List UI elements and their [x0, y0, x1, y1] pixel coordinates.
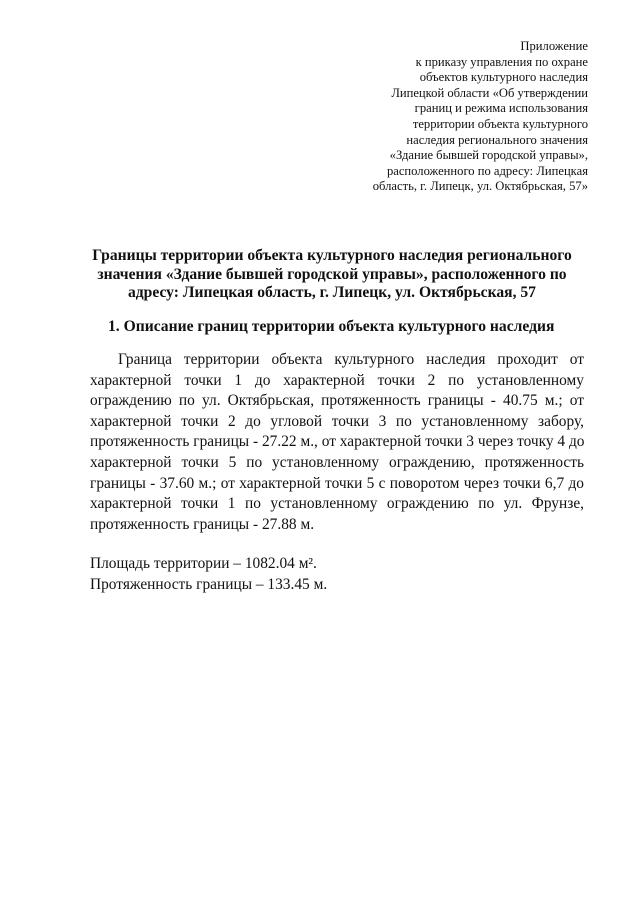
- paragraph-line: протяженность границы - 27.88 м.: [90, 515, 315, 533]
- area-value: Площадь территории – 1082.04 м².: [90, 555, 317, 572]
- paragraph-line: границы - 37.60 м.; от характерной точки 5 с поворотом через точки 6,7 до: [90, 474, 584, 492]
- paragraph-line: протяженность границы - 27.22 м., от характерной точки 3 через точку 4 до: [90, 433, 584, 451]
- section-heading: 1. Описание границ территории объекта культурного наследия: [108, 318, 555, 335]
- title-line: значения «Здание бывшей городской управы», расположенного по: [97, 265, 567, 283]
- appendix-line: «Здание бывшей городской управы»,: [389, 148, 588, 163]
- appendix-line: к приказу управления по охране: [415, 54, 588, 69]
- title-line: Границы территории объекта культурного наследия регионального: [92, 247, 572, 264]
- paragraph-line: Граница территории объекта культурного наследия проходит от: [118, 351, 584, 368]
- appendix-line: Приложение: [520, 39, 588, 53]
- appendix-line: область, г. Липецк, ул. Октябрьская, 57»: [372, 179, 588, 194]
- document-title: [82, 247, 582, 303]
- appendix-line: наследия регионального значения: [406, 132, 588, 147]
- perimeter-value: Протяженность границы – 133.45 м.: [90, 575, 328, 593]
- appendix-line: Липецкой области «Об утверждении: [391, 85, 588, 100]
- paragraph-line: характерной точки 1 до характерной точки 2 по установленному: [90, 371, 584, 389]
- appendix-line: расположенного по адресу: Липецкая: [386, 163, 588, 178]
- appendix-line: объектов культурного наследия: [419, 70, 588, 85]
- paragraph-line: характерной точки 1 по установленному ограждению по ул. Фрунзе,: [90, 495, 584, 513]
- paragraph-line: характерной точки 5 по установленному ограждению, протяженность: [90, 453, 584, 471]
- boundary-description-paragraph: [90, 350, 584, 535]
- appendix-block: [328, 39, 588, 195]
- appendix-line: границ и режима использования: [414, 101, 588, 116]
- paragraph-line: ограждению по ул. Октябрьская, протяженность границы - 40.75 м.; от: [90, 392, 584, 410]
- title-line: адресу: Липецкая область, г. Липецк, ул. Октябрьская, 57: [128, 284, 536, 302]
- appendix-line: территории объекта культурного: [412, 116, 588, 131]
- paragraph-line: характерной точки 2 до угловой точки 3 по установленному забору,: [90, 412, 584, 430]
- summary-block: [90, 554, 327, 595]
